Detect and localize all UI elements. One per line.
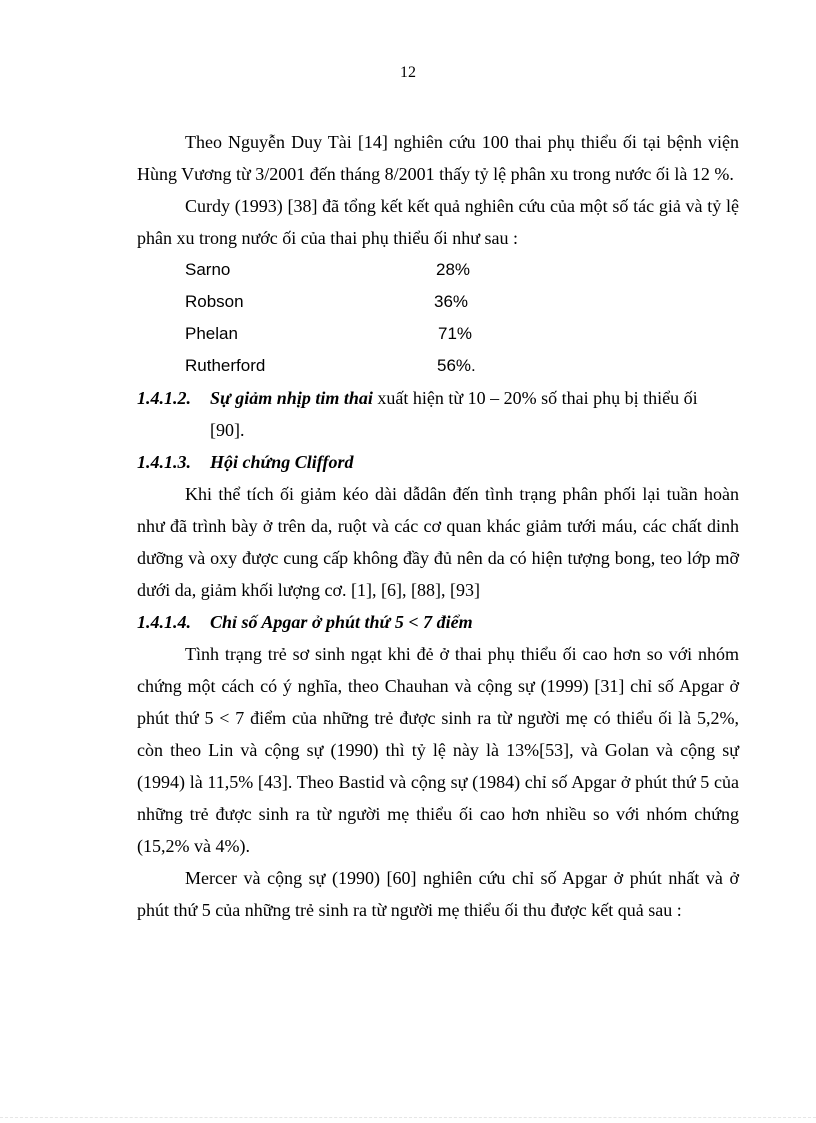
- author-rate-list: [137, 254, 739, 382]
- section-text: xuất hiện từ 10 – 20% số thai phụ bị thiểu ối: [372, 388, 698, 408]
- page-number: 12: [400, 64, 416, 81]
- author-name: Phelan: [185, 324, 238, 343]
- author-name: Robson: [185, 292, 244, 311]
- author-name: Sarno: [185, 260, 231, 279]
- author-rate: 71%: [438, 324, 473, 343]
- paragraph-apgar: Tình trạng trẻ sơ sinh ngạt khi đẻ ở thai phụ thiểu ối cao hơn so với nhóm chứng một cách có ý nghĩa, theo Chauhan và cộng sự (1999) [31] chỉ số Apgar ở phút thứ 5 < 7 điểm của những trẻ được sinh ra từ người mẹ có thiểu ối là 5,2%, còn theo Lin và cộng sự (1990) thì tỷ lệ này là 13%[53], và Golan và cộng sự (1994) là 11,5% [43]. Theo Bastid và cộng sự (1984) chỉ số Apgar ở phút thứ 5 của những trẻ được sinh ra từ người mẹ thiểu ối cao hơn nhiều so với nhóm chứng (15,2% và 4%).: [137, 644, 739, 856]
- section-number: 1.4.1.3.: [137, 452, 191, 472]
- paragraph-mercer: Mercer và cộng sự (1990) [60] nghiên cứu chỉ số Apgar ở phút nhất và ở phút thứ 5 của những trẻ sinh ra từ người mẹ thiểu ối thu được kết quả sau :: [137, 868, 739, 920]
- paragraph-clifford: Khi thể tích ối giảm kéo dài dẫdân đến tình trạng phân phối lại tuần hoàn như đã trình bày ở trên da, ruột và các cơ quan khác giảm tưới máu, các chất dinh dưỡng và oxy được cung cấp không đầy đủ nên da có hiện tượng bong, teo lớp mỡ dưới da, giảm khối lượng cơ. [1], [6], [88], [93]: [137, 484, 739, 600]
- list-item: [137, 350, 739, 382]
- author-name: Rutherford: [185, 356, 266, 375]
- list-item: [137, 286, 739, 318]
- section-1412: [137, 382, 739, 446]
- document-body: [137, 126, 739, 926]
- author-rate: 36%: [434, 292, 469, 311]
- section-number: 1.4.1.4.: [137, 612, 191, 632]
- section-title: Chỉ số Apgar ở phút thứ 5 < 7 điểm: [210, 612, 473, 632]
- paragraph-curdy: Curdy (1993) [38] đã tổng kết kết quả nghiên cứu của một số tác giả và tỷ lệ phân xu trong nước ối của thai phụ thiểu ối như sau :: [137, 196, 739, 248]
- section-number: 1.4.1.2.: [137, 388, 191, 408]
- author-rate: 28%: [436, 260, 471, 279]
- section-1414: [137, 606, 739, 638]
- section-1413: [137, 446, 739, 478]
- author-rate: 56%.: [437, 356, 476, 375]
- section-text-continued: [90].: [210, 420, 245, 440]
- list-item: [137, 254, 739, 286]
- list-item: [137, 318, 739, 350]
- section-title: Sự giảm nhịp tim thai: [210, 388, 373, 408]
- section-title: Hội chứng Clifford: [210, 452, 354, 472]
- page-bottom-border: [0, 1117, 816, 1118]
- paragraph-nguyen-duy-tai: Theo Nguyễn Duy Tài [14] nghiên cứu 100 thai phụ thiểu ối tại bệnh viện Hùng Vương từ 3/2001 đến tháng 8/2001 thấy tỷ lệ phân xu trong nước ối là 12 %.: [137, 132, 739, 184]
